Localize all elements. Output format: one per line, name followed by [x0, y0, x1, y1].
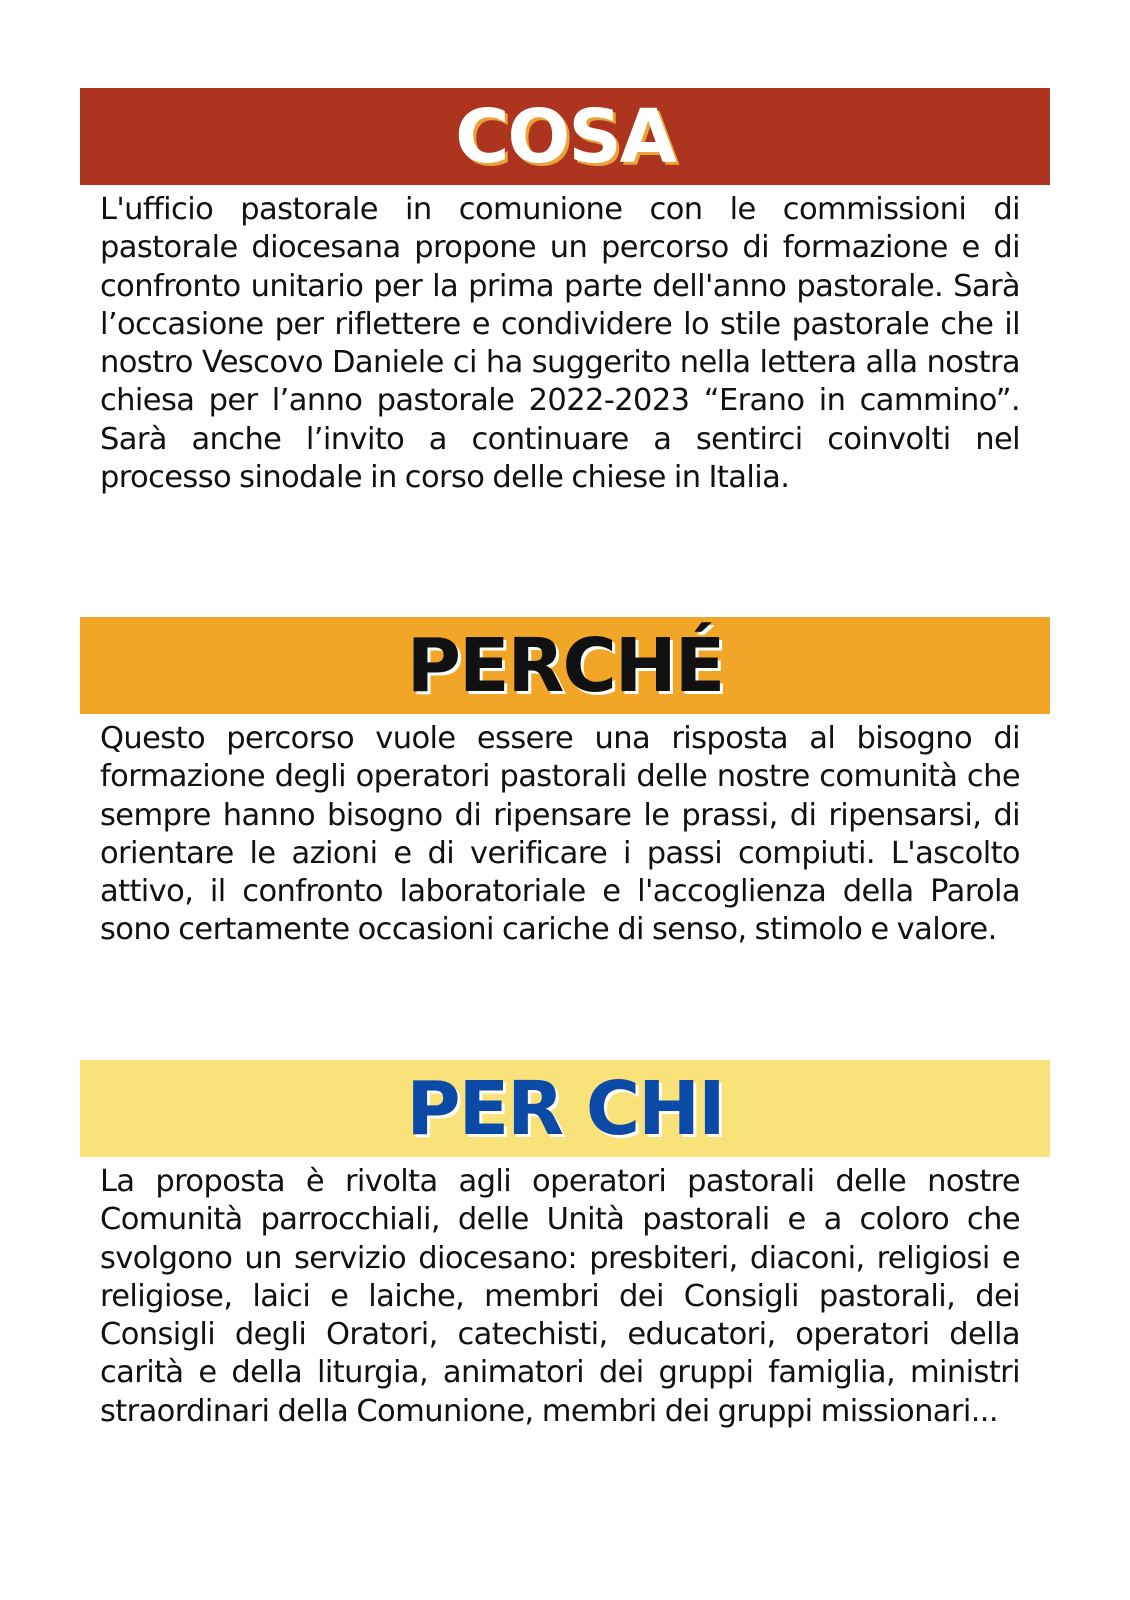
cosa-banner	[80, 88, 1050, 185]
perche-paragraph: Questo percorso vuole essere una risposta al bisogno di formazione degli operatori pastorali delle nostre comunità che sempre hanno bisogno di ripensare le prassi, di ripensarsi, di orientare le azioni e di verificare i passi compiuti. L'ascolto attivo, il confronto laboratoriale e l'accoglienza della Parola sono certamente occasioni cariche di senso, stimolo e valore.	[100, 721, 1020, 948]
cosa-paragraph: L'ufficio pastorale in comunione con le commissioni di pastorale diocesana propone un percorso di formazione e di confronto unitario per la prima parte dell'anno pastorale. Sarà l’occasione per riflettere e condividere lo stile pastorale che il nostro Vescovo Daniele ci ha suggerito nella lettera alla nostra chiesa per l’anno pastorale 2022-2023 “Erano in cammino”. Sarà anche l’invito a continuare a sentirci coinvolti nel processo sinodale in corso delle chiese in Italia.	[100, 192, 1020, 496]
section-perche	[80, 617, 1050, 950]
section-per-chi	[80, 1060, 1050, 1431]
per-chi-paragraph: La proposta è rivolta agli operatori pastorali delle nostre Comunità parrocchiali, delle Unità pastorali e a coloro che svolgono un servizio diocesano: presbiteri, diaconi, religiosi e religiose, laici e laiche, membri dei Consigli pastorali, dei Consigli degli Oratori, catechisti, educatori, operatori della carità e della liturgia, animatori dei gruppi famiglia, ministri straordinari della Comunione, membri dei gruppi missionari...	[100, 1164, 1020, 1429]
perche-banner	[80, 617, 1050, 714]
cosa-title: COSA	[455, 93, 675, 180]
per-chi-title: PER CHI	[406, 1065, 724, 1152]
perche-title: PERCHÉ	[406, 622, 724, 709]
per-chi-banner	[80, 1060, 1050, 1157]
section-cosa	[80, 88, 1050, 497]
